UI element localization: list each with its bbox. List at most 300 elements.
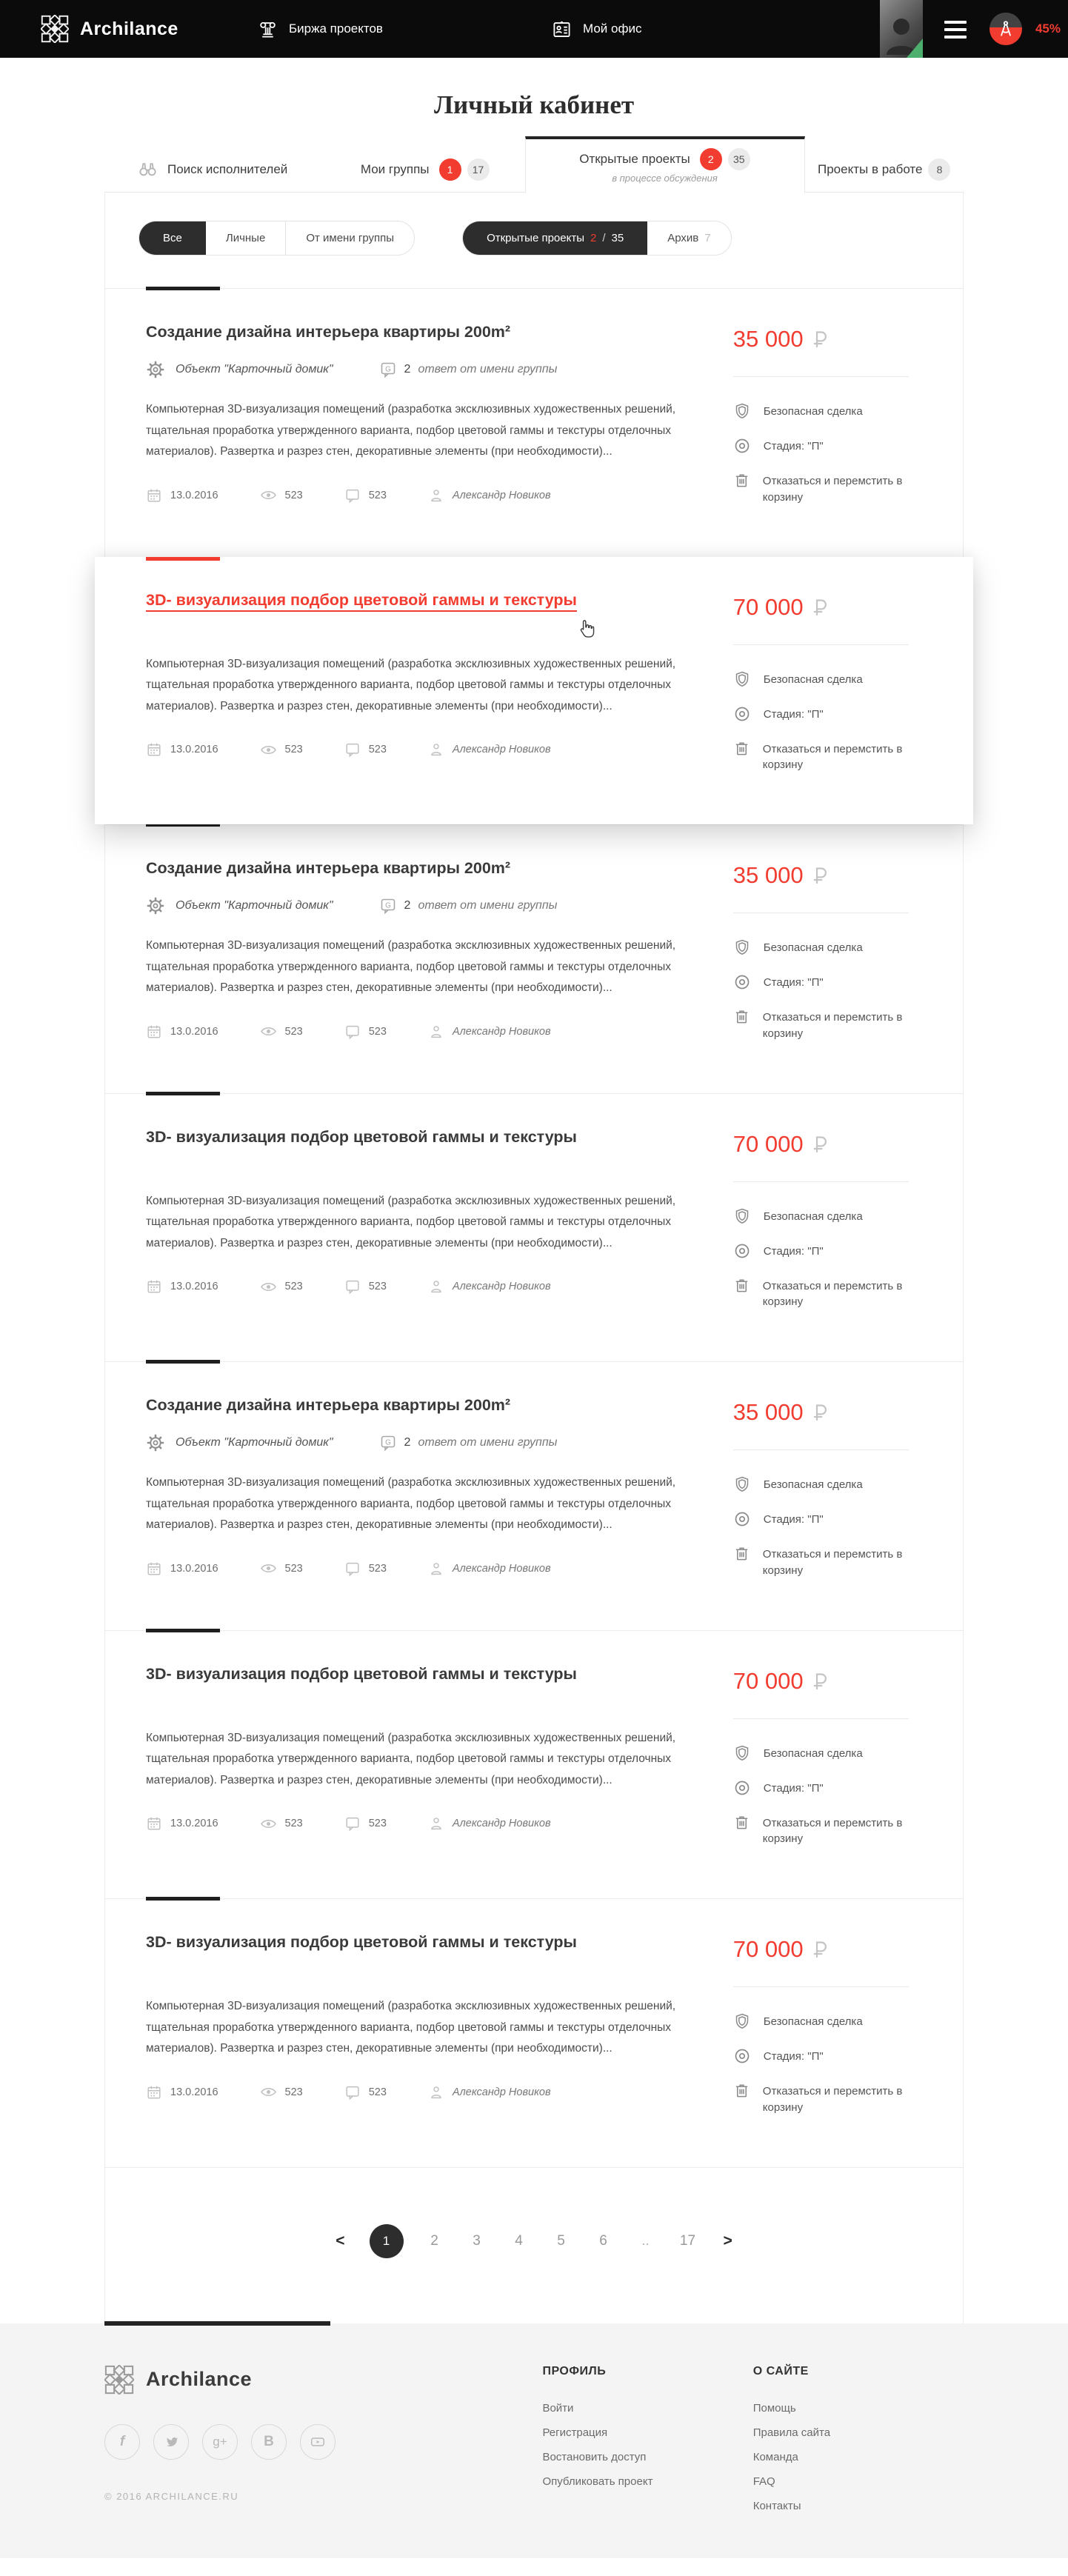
profile-progress-value: 45% [1035,21,1061,36]
comment-icon [344,487,361,504]
page-title: Личный кабинет [433,90,635,119]
nav-item-project-exchange[interactable] [258,0,383,58]
pagination-page[interactable]: 17 [679,2232,696,2249]
trash-icon [733,472,750,489]
footer-column-about [753,2365,964,2524]
project-stats-row [146,1023,733,1040]
group-replies-count: 2 [404,363,411,376]
person-icon [428,1561,444,1577]
project-card [105,1361,963,1630]
project-stats-row [146,487,733,504]
calendar-icon [146,741,162,758]
binoculars-icon [138,159,158,179]
compass-icon [996,19,1015,39]
tab-badge-total: 17 [467,159,490,181]
project-comments[interactable] [344,741,387,758]
author-name: Александр Новиков [452,744,551,756]
pagination [105,2167,963,2323]
card-accent-dash [146,1897,220,1901]
shield-icon [733,402,751,420]
calendar-icon [146,1024,162,1040]
pagination-pages [370,2224,699,2258]
open-count-total: 35 [611,232,624,244]
stage-action[interactable] [733,707,922,723]
person-icon [428,741,444,758]
project-title-link[interactable]: 3D- визуализация подбор цветовой гаммы и текстуры [146,1127,577,1146]
project-price [733,1399,922,1426]
filter-scope-option[interactable] [206,221,286,255]
safe-deal-action[interactable] [733,672,922,688]
filter-state-pill [462,221,732,256]
decline-label: Отказаться и перемстить в корзину [762,1548,903,1577]
filter-option-label: Открытые проекты [487,232,584,244]
group-replies-count: 2 [404,1436,411,1449]
stage-action[interactable] [733,975,922,991]
group-replies-label: ответ от имени группы [418,899,558,912]
card-main [146,1933,733,2135]
social-links [104,2424,542,2460]
side-divider [733,376,909,377]
gear-icon [146,360,165,379]
project-date [146,741,218,758]
project-views [260,1815,303,1832]
card-main [146,1665,733,1866]
footer-brand[interactable] [104,2365,542,2395]
calendar-icon [146,1815,162,1832]
brand-name: Archilance [80,18,178,39]
stage-action[interactable] [733,1512,922,1528]
pagination-page[interactable]: 6 [599,2232,607,2249]
pagination-next-button[interactable]: > [723,2232,732,2249]
price-value: 70 000 [732,593,804,620]
pagination-page[interactable]: 2 [430,2232,438,2249]
person-icon [428,1024,444,1040]
nav-label: Мой офис [583,21,642,36]
card-side [733,1396,922,1598]
comment-icon [344,1024,361,1040]
stage-label: Стадия: "П" [763,976,824,989]
tab-badge-total: 8 [928,159,950,181]
project-views [260,487,303,504]
project-author[interactable] [428,1561,551,1577]
pagination-page: .. [641,2232,650,2249]
footer-brand-name: Archilance [146,2368,253,2390]
safe-deal-action[interactable] [733,2014,922,2030]
side-divider [733,912,909,913]
views-value: 523 [284,1562,303,1575]
group-reply-bubble-icon [379,1434,397,1452]
stage-label: Стадия: "П" [763,707,824,721]
group-replies-label: ответ от имени группы [418,363,558,376]
views-value: 523 [284,489,303,501]
tab-badge-total: 35 [728,148,750,170]
group-replies[interactable] [379,361,558,378]
filter-scope-option[interactable] [139,221,206,255]
project-title-link[interactable]: 3D- визуализация подбор цветовой гаммы и текстуры [146,1664,577,1683]
project-object-label[interactable]: Объект "Карточный домик" [176,363,333,376]
card-main [146,591,733,793]
eye-icon [260,2083,277,2100]
side-divider [733,1449,909,1450]
decline-label: Отказаться и перемстить в корзину [762,1011,903,1040]
project-author[interactable] [428,487,551,504]
card-main [146,859,733,1061]
date-value: 13.0.2016 [170,1025,218,1038]
stage-action[interactable] [733,1781,922,1797]
project-author[interactable] [428,1815,551,1832]
footer-link[interactable]: Контакты [752,2499,801,2512]
side-divider [733,1718,909,1719]
shield-icon [733,1475,751,1493]
stage-action[interactable] [733,1244,922,1260]
filter-option-label: Личные [225,232,266,244]
ruble-sign-icon [812,1135,827,1153]
gear-icon [146,1433,165,1452]
copyright: © 2016 ARCHILANCE.RU [104,2490,239,2502]
footer-brand-block [104,2365,542,2524]
footer-links [753,2402,964,2512]
filter-option-open-projects[interactable] [463,221,647,255]
views-value: 523 [284,2086,303,2098]
comment-icon [344,2084,361,2100]
author-name: Александр Новиков [452,2086,551,2098]
side-divider [733,1181,909,1182]
decline-to-trash-action[interactable] [733,1278,922,1311]
user-avatar[interactable] [880,0,923,58]
project-card [105,1093,963,1362]
group-replies[interactable] [379,897,558,915]
decline-label: Отказаться и перемстить в корзину [762,475,903,504]
facebook-icon[interactable]: f [104,2424,140,2460]
comment-icon [344,1561,361,1577]
safe-deal-label: Безопасная сделка [763,1209,863,1223]
card-side [733,323,922,524]
eye-icon [260,1023,277,1040]
decline-to-trash-action[interactable] [733,473,922,506]
author-name: Александр Новиков [452,1818,551,1830]
calendar-icon [146,1278,162,1295]
card-main [146,1128,733,1329]
decline-label: Отказаться и перемстить в корзину [762,1279,903,1309]
project-author[interactable] [428,741,551,758]
author-name: Александр Новиков [452,1562,551,1575]
project-author[interactable] [428,1278,551,1295]
author-name: Александр Новиков [452,1025,551,1038]
archive-count: 7 [704,232,711,244]
decline-to-trash-action[interactable] [733,1010,922,1042]
ruble-sign-icon [812,1404,827,1421]
project-list [105,288,963,2167]
brand[interactable] [41,0,178,58]
footer-link[interactable]: Помощь [752,2401,796,2415]
project-meta-row [146,360,733,379]
person-icon [428,1278,444,1295]
project-date [146,487,218,504]
filter-option-label: Архив [667,232,699,244]
footer-links [542,2402,752,2488]
eye-icon [260,1278,277,1295]
stage-label: Стадия: "П" [763,440,824,453]
card-side [733,1933,922,2135]
trash-icon [733,2082,750,2099]
person-icon [428,1815,444,1832]
safe-deal-action[interactable] [733,940,922,956]
stage-action[interactable] [733,2049,922,2065]
behance-icon[interactable]: B [251,2424,287,2460]
footer-column-title: ПРОФИЛЬ [542,2364,607,2378]
open-count-new: 2 [590,232,597,244]
tab-projects-in-work[interactable] [805,147,964,192]
logo-icon [41,15,69,43]
tab-label: Мои группы [360,161,430,176]
card-accent-dash [146,1360,220,1364]
project-stats-row [146,2083,733,2100]
project-description: Компьютерная 3D-визуализация помещений (разработка эксклюзивных художественных решений, тщательная проработка утвержденного варианта, подбор цветовой гаммы и текстуры отделочных материалов). Развертка и разрез стен, декоративные элементы (при необходимости)... [146,939,676,995]
calendar-icon [146,2084,162,2100]
tab-search-performers[interactable] [104,147,330,192]
safe-deal-label: Безопасная сделка [763,1478,863,1491]
decline-to-trash-action[interactable] [733,2083,922,2116]
trash-icon [733,740,750,757]
id-badge-icon [552,19,572,39]
bottom-strip [0,2558,1068,2576]
safe-deal-action[interactable] [733,1477,922,1493]
project-description: Компьютерная 3D-визуализация помещений (разработка эксклюзивных художественных решений, тщательная проработка утвержденного варианта, подбор цветовой гаммы и текстуры отделочных материалов). Развертка и разрез стен, декоративные элементы (при необходимости)... [146,403,676,458]
youtube-icon[interactable] [300,2424,336,2460]
column-icon [258,19,278,39]
ruble-sign-icon [812,1672,827,1690]
decline-to-trash-action[interactable] [733,1815,922,1848]
stage-target-icon [733,705,751,723]
project-stats-row [146,1815,733,1832]
project-description: Компьютерная 3D-визуализация помещений (разработка эксклюзивных художественных решений, тщательная проработка утвержденного варианта, подбор цветовой гаммы и текстуры отделочных материалов). Развертка и разрез стен, декоративные элементы (при необходимости)... [146,657,676,713]
stage-target-icon [733,1510,751,1528]
group-reply-bubble-icon [379,897,397,915]
project-price [733,594,922,621]
decline-to-trash-action[interactable] [733,741,922,774]
shield-icon [733,670,751,688]
nav-item-my-office[interactable] [552,0,641,58]
project-author[interactable] [428,1024,551,1040]
comment-icon [344,741,361,758]
logo-icon [104,2365,134,2395]
footer-column-profile [542,2365,752,2524]
price-value: 70 000 [732,1936,804,1962]
trash-icon [733,1008,750,1025]
shield-icon [733,1207,751,1225]
project-date [146,1024,218,1040]
views-value: 523 [284,1818,303,1830]
trash-icon [733,1277,750,1294]
ruble-sign-icon [812,867,827,884]
card-side [733,859,922,1061]
project-title-link[interactable]: Создание дизайна интерьера квартиры 200m² [146,1396,511,1414]
footer-link[interactable]: FAQ [752,2475,775,2488]
project-price [733,1936,922,1963]
trash-icon [733,1814,750,1831]
ruble-sign-icon [812,598,827,616]
project-description: Компьютерная 3D-визуализация помещений (разработка эксклюзивных художественных решений, тщательная проработка утвержденного варианта, подбор цветовой гаммы и текстуры отделочных материалов). Развертка и разрез стен, декоративные элементы (при необходимости)... [146,1194,676,1249]
project-views [260,1560,303,1577]
group-reply-bubble-icon [379,361,397,378]
author-name: Александр Новиков [452,489,551,501]
gear-icon [146,896,165,915]
cabinet-tabs [104,147,964,193]
footer-link[interactable]: Востановить доступ [542,2450,647,2463]
pagination-page[interactable]: 1 [370,2224,404,2258]
comments-value: 523 [368,1025,387,1038]
card-accent-dash [146,287,220,290]
decline-to-trash-action[interactable] [733,1546,922,1579]
project-comments[interactable] [344,1561,387,1577]
tab-panel [104,193,964,2323]
author-name: Александр Новиков [452,1281,551,1293]
tab-my-groups[interactable] [330,147,525,192]
filter-option-label: От имени группы [306,232,395,244]
stage-target-icon [733,437,751,455]
project-object-label[interactable]: Объект "Карточный домик" [176,899,333,912]
filter-scope-pill [138,221,415,256]
safe-deal-label: Безопасная сделка [763,405,863,418]
project-price [733,326,922,353]
project-card [95,557,973,825]
date-value: 13.0.2016 [170,1818,218,1830]
date-value: 13.0.2016 [170,1562,218,1575]
safe-deal-action[interactable] [733,404,922,420]
compass-progress-icon[interactable] [989,13,1022,45]
filter-scope-option[interactable] [286,221,414,255]
comment-icon [344,1278,361,1295]
card-side [733,1665,922,1866]
project-author[interactable] [428,2084,551,2100]
project-price [733,862,922,889]
project-title-link[interactable]: 3D- визуализация подбор цветовой гаммы и текстуры [146,590,577,609]
nav-label: Биржа проектов [289,21,383,36]
footer-link[interactable]: Регистрация [542,2426,608,2439]
project-title-link[interactable]: 3D- визуализация подбор цветовой гаммы и текстуры [146,1933,577,1951]
project-date [146,1815,218,1832]
safe-deal-action[interactable] [733,1209,922,1225]
project-card [105,824,963,1093]
avatar-corner [907,39,923,58]
eye-icon [260,1560,277,1577]
menu-icon[interactable] [944,21,967,39]
ruble-sign-icon [812,330,827,348]
project-views [260,741,303,758]
card-main [146,1396,733,1598]
project-card [105,1898,963,2167]
project-comments[interactable] [344,2084,387,2100]
project-title-link[interactable]: Создание дизайна интерьера квартиры 200m² [146,323,511,341]
comments-value: 523 [368,489,387,501]
decline-label: Отказаться и перемстить в корзину [762,1816,903,1846]
shield-icon [733,2012,751,2030]
footer-column-title: О САЙТЕ [752,2364,809,2378]
stage-label: Стадия: "П" [763,1781,824,1795]
price-value: 35 000 [732,862,804,888]
pagination-prev-button[interactable]: < [336,2232,345,2249]
card-accent-dash [146,1092,220,1095]
project-comments[interactable] [344,1024,387,1040]
project-comments[interactable] [344,1815,387,1832]
pagination-page[interactable]: 3 [473,2232,481,2249]
tab-open-projects[interactable] [525,136,805,193]
pagination-page[interactable]: 5 [557,2232,565,2249]
side-divider [733,644,909,645]
footer-link[interactable]: Правила сайта [752,2426,831,2439]
safe-deal-label: Безопасная сделка [763,941,863,954]
footer-link[interactable]: Войти [542,2401,574,2415]
project-object-label[interactable]: Объект "Карточный домик" [176,1436,333,1449]
group-replies[interactable] [379,1434,558,1452]
stage-label: Стадия: "П" [763,1513,824,1526]
twitter-icon[interactable] [153,2424,189,2460]
project-title-link[interactable]: Создание дизайна интерьера квартиры 200m² [146,859,511,877]
tab-label: Поиск исполнителей [167,161,288,176]
footer-link[interactable]: Опубликовать проект [542,2475,653,2488]
page-footer [0,2323,1068,2558]
project-date [146,1561,218,1577]
group-replies-label: ответ от имени группы [418,1436,558,1449]
eye-icon [260,1815,277,1832]
shield-icon [733,938,751,956]
stage-label: Стадия: "П" [763,1244,824,1258]
card-side [733,1128,922,1329]
comments-value: 523 [368,1281,387,1293]
ruble-sign-icon [812,1941,827,1958]
project-description: Компьютерная 3D-визуализация помещений (разработка эксклюзивных художественных решений, тщательная проработка утвержденного варианта, подбор цветовой гаммы и текстуры отделочных материалов). Развертка и разрез стен, декоративные элементы (при необходимости)... [146,1731,676,1786]
stage-target-icon [733,2047,751,2065]
comment-icon [344,1815,361,1832]
calendar-icon [146,487,162,504]
date-value: 13.0.2016 [170,744,218,756]
tab-subtitle: в процессе обсуждения [612,173,718,184]
project-views [260,2083,303,2100]
safe-deal-action[interactable] [733,1746,922,1762]
project-comments[interactable] [344,1278,387,1295]
group-replies-count: 2 [404,899,411,912]
filter-option-label: Все [163,232,182,244]
project-description: Компьютерная 3D-визуализация помещений (разработка эксклюзивных художественных решений, тщательная проработка утвержденного варианта, подбор цветовой гаммы и текстуры отделочных материалов). Развертка и разрез стен, декоративные элементы (при необходимости)... [146,1476,676,1532]
person-icon [428,487,444,504]
safe-deal-label: Безопасная сделка [763,2015,863,2028]
date-value: 13.0.2016 [170,2086,218,2098]
project-price [733,1668,922,1695]
filter-option-archive[interactable] [647,221,730,255]
footer-link[interactable]: Команда [752,2450,798,2463]
side-divider [733,1986,909,1987]
project-comments[interactable] [344,487,387,504]
project-views [260,1023,303,1040]
filters-bar [105,193,963,288]
google-plus-icon[interactable]: g+ [202,2424,238,2460]
tab-badge-new: 2 [700,148,722,170]
project-date [146,2084,218,2100]
views-value: 523 [284,1025,303,1038]
project-views [260,1278,303,1295]
footer-accent-dash [104,2321,330,2326]
stage-action[interactable] [733,438,922,455]
comments-value: 523 [368,2086,387,2098]
stage-target-icon [733,973,751,991]
project-price [733,1131,922,1158]
price-value: 70 000 [732,1667,804,1694]
pagination-page[interactable]: 4 [515,2232,523,2249]
count-separator: / [602,232,606,244]
tab-label: Открытые проекты [579,152,690,166]
top-header [0,0,1068,58]
views-value: 523 [284,744,303,756]
